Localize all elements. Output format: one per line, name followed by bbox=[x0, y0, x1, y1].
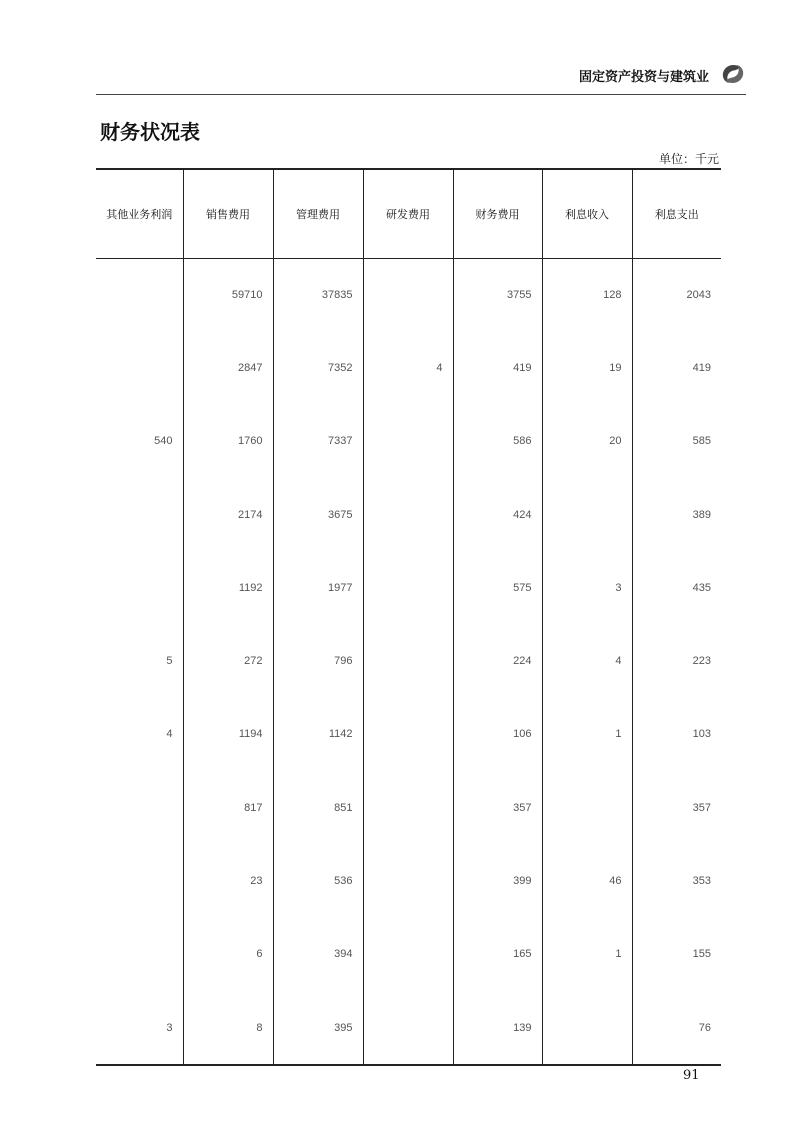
table-cell: 59710 bbox=[183, 259, 273, 332]
table-cell: 399 bbox=[453, 844, 542, 917]
table-row bbox=[96, 624, 721, 697]
table-cell: 586 bbox=[453, 405, 542, 478]
table-cell: 2174 bbox=[183, 478, 273, 551]
table-cell bbox=[363, 624, 453, 697]
table-cell bbox=[96, 918, 183, 991]
column-header: 利息支出 bbox=[632, 169, 721, 259]
table-cell: 419 bbox=[453, 331, 542, 404]
table-cell: 4 bbox=[542, 624, 632, 697]
page-title: 财务状况表 bbox=[100, 120, 200, 144]
table-cell: 139 bbox=[453, 991, 542, 1065]
table-cell: 165 bbox=[453, 918, 542, 991]
table-cell: 3675 bbox=[273, 478, 363, 551]
table-cell: 19 bbox=[542, 331, 632, 404]
table-cell: 353 bbox=[632, 844, 721, 917]
table-cell: 2847 bbox=[183, 331, 273, 404]
table-cell: 1192 bbox=[183, 551, 273, 624]
table-cell: 76 bbox=[632, 991, 721, 1065]
table-cell bbox=[96, 478, 183, 551]
column-header: 管理费用 bbox=[273, 169, 363, 259]
table-cell: 8 bbox=[183, 991, 273, 1065]
table-cell: 224 bbox=[453, 624, 542, 697]
table-cell: 7337 bbox=[273, 405, 363, 478]
column-header: 研发费用 bbox=[363, 169, 453, 259]
table-row bbox=[96, 771, 721, 844]
table-cell bbox=[363, 844, 453, 917]
table-cell: 1977 bbox=[273, 551, 363, 624]
table-cell bbox=[542, 478, 632, 551]
table-cell: 424 bbox=[453, 478, 542, 551]
table-cell: 6 bbox=[183, 918, 273, 991]
chapter-logo-icon bbox=[720, 62, 746, 86]
table-cell: 796 bbox=[273, 624, 363, 697]
table-cell: 7352 bbox=[273, 331, 363, 404]
table-row bbox=[96, 478, 721, 551]
table-cell bbox=[96, 771, 183, 844]
table-cell: 575 bbox=[453, 551, 542, 624]
table-cell: 4 bbox=[363, 331, 453, 404]
table-cell: 128 bbox=[542, 259, 632, 332]
table-header-row bbox=[96, 169, 721, 259]
table-body bbox=[96, 259, 721, 1066]
table-row bbox=[96, 259, 721, 332]
table-cell: 435 bbox=[632, 551, 721, 624]
page-number: 91 bbox=[683, 1068, 700, 1083]
table-cell bbox=[96, 551, 183, 624]
table-cell bbox=[542, 991, 632, 1065]
table-cell: 1194 bbox=[183, 698, 273, 771]
table-cell: 3 bbox=[542, 551, 632, 624]
table-row bbox=[96, 405, 721, 478]
section-title: 固定资产投资与建筑业 bbox=[578, 70, 709, 85]
table-cell: 395 bbox=[273, 991, 363, 1065]
table-cell: 817 bbox=[183, 771, 273, 844]
table-cell: 4 bbox=[166, 728, 173, 741]
table-cell: 2043 bbox=[632, 259, 721, 332]
table-cell bbox=[363, 405, 453, 478]
table-cell: 20 bbox=[542, 405, 632, 478]
unit-label: 单位：千元 bbox=[658, 152, 719, 166]
table-cell: 155 bbox=[632, 918, 721, 991]
table-cell: 357 bbox=[632, 771, 721, 844]
table-cell: 851 bbox=[273, 771, 363, 844]
table-row bbox=[96, 698, 721, 771]
table-cell: 46 bbox=[542, 844, 632, 917]
table-row bbox=[96, 844, 721, 917]
table-cell: 1142 bbox=[273, 698, 363, 771]
table-cell bbox=[96, 331, 183, 404]
financial-table bbox=[96, 168, 721, 1066]
table-cell bbox=[542, 771, 632, 844]
table-row bbox=[96, 331, 721, 404]
table-cell: 3755 bbox=[453, 259, 542, 332]
table-cell: 585 bbox=[632, 405, 721, 478]
table-cell: 1760 bbox=[183, 405, 273, 478]
table-cell: 419 bbox=[632, 331, 721, 404]
table-row bbox=[96, 918, 721, 991]
table-row bbox=[96, 551, 721, 624]
table-cell: 1 bbox=[542, 918, 632, 991]
table-cell bbox=[363, 771, 453, 844]
table-cell: 536 bbox=[273, 844, 363, 917]
table-cell bbox=[96, 844, 183, 917]
table-cell: 389 bbox=[632, 478, 721, 551]
table-cell: 5 bbox=[166, 655, 173, 668]
table-cell bbox=[363, 551, 453, 624]
table-cell: 272 bbox=[183, 624, 273, 697]
table-cell: 103 bbox=[632, 698, 721, 771]
table-cell bbox=[96, 259, 183, 332]
header-rule bbox=[96, 94, 746, 95]
table-cell: 23 bbox=[183, 844, 273, 917]
table-row bbox=[96, 991, 721, 1065]
table-cell bbox=[363, 698, 453, 771]
table-cell: 357 bbox=[453, 771, 542, 844]
column-header: 其他业务利润 bbox=[96, 169, 183, 259]
column-header: 销售费用 bbox=[183, 169, 273, 259]
table-cell: 106 bbox=[453, 698, 542, 771]
table-cell: 3 bbox=[96, 991, 183, 1065]
table-cell bbox=[363, 478, 453, 551]
column-header: 利息收入 bbox=[542, 169, 632, 259]
table-cell: 394 bbox=[273, 918, 363, 991]
table-cell bbox=[363, 991, 453, 1065]
column-header: 财务费用 bbox=[453, 169, 542, 259]
table-cell: 540 bbox=[154, 435, 173, 448]
table-cell bbox=[363, 259, 453, 332]
table-cell: 1 bbox=[542, 698, 632, 771]
table-cell bbox=[363, 918, 453, 991]
table-cell: 37835 bbox=[273, 259, 363, 332]
table-cell: 223 bbox=[632, 624, 721, 697]
